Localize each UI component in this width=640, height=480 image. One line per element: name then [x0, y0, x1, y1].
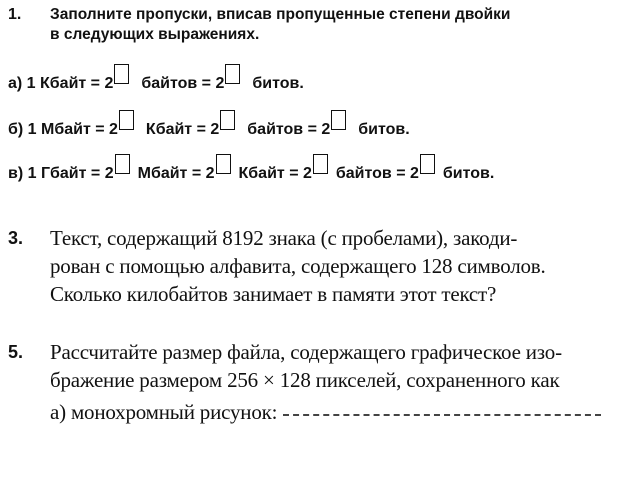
expression-c-part-3: Кбайт = 2	[238, 165, 312, 182]
task-1-text-line-2: в следующих выражениях.	[50, 26, 260, 43]
expression-b-part-3: байтов = 2	[247, 121, 331, 138]
expression-c-part-4: байтов = 2	[335, 165, 419, 182]
exponent-blank[interactable]	[220, 110, 235, 130]
expression-a-part-2: байтов = 2	[141, 75, 225, 92]
task-3-number: 3.	[8, 228, 24, 248]
task-1-number: 1.	[8, 6, 22, 23]
task-3-text-line-1: Текст, содержащий 8192 знака (с пробелами), закоди-	[50, 226, 518, 250]
expression-a-part-1: а) 1 Кбайт = 2	[8, 75, 114, 92]
expression-c-part-5: битов.	[442, 165, 495, 182]
task-5-text-line-2: бражение размером 256 × 128 пикселей, сохраненного как	[50, 368, 560, 392]
expression-c	[8, 154, 494, 183]
exponent-blank[interactable]	[115, 154, 130, 174]
exponent-blank[interactable]	[216, 154, 231, 174]
task-3-text-line-3: Сколько килобайтов занимает в памяти этот текст?	[50, 282, 497, 306]
exponent-blank[interactable]	[420, 154, 435, 174]
task-5-number: 5.	[8, 342, 24, 362]
task-5-item-a-label: а) монохромный рисунок:	[50, 400, 278, 424]
expression-b	[8, 110, 410, 139]
expression-a	[8, 64, 304, 93]
expression-b-part-1: б) 1 Мбайт = 2	[8, 121, 118, 138]
answer-dotted-line[interactable]	[283, 414, 601, 416]
task-5-text-line-1: Рассчитайте размер файла, содержащего графическое изо-	[50, 340, 562, 364]
expression-c-part-1: в) 1 Гбайт = 2	[8, 165, 114, 182]
task-3-text-line-2: рован с помощью алфавита, содержащего 128 символов.	[50, 254, 546, 278]
exponent-blank[interactable]	[119, 110, 134, 130]
task-1-text-line-1: Заполните пропуски, вписав пропущенные степени двойки	[50, 6, 511, 23]
exponent-blank[interactable]	[114, 64, 129, 84]
expression-b-part-2: Кбайт = 2	[145, 121, 220, 138]
exponent-blank[interactable]	[331, 110, 346, 130]
exponent-blank[interactable]	[313, 154, 328, 174]
exponent-blank[interactable]	[225, 64, 240, 84]
expression-b-part-4: битов.	[358, 121, 410, 138]
task-5-item-a	[50, 400, 601, 425]
expression-a-part-3: битов.	[252, 75, 304, 92]
expression-c-part-2: Мбайт = 2	[137, 165, 215, 182]
